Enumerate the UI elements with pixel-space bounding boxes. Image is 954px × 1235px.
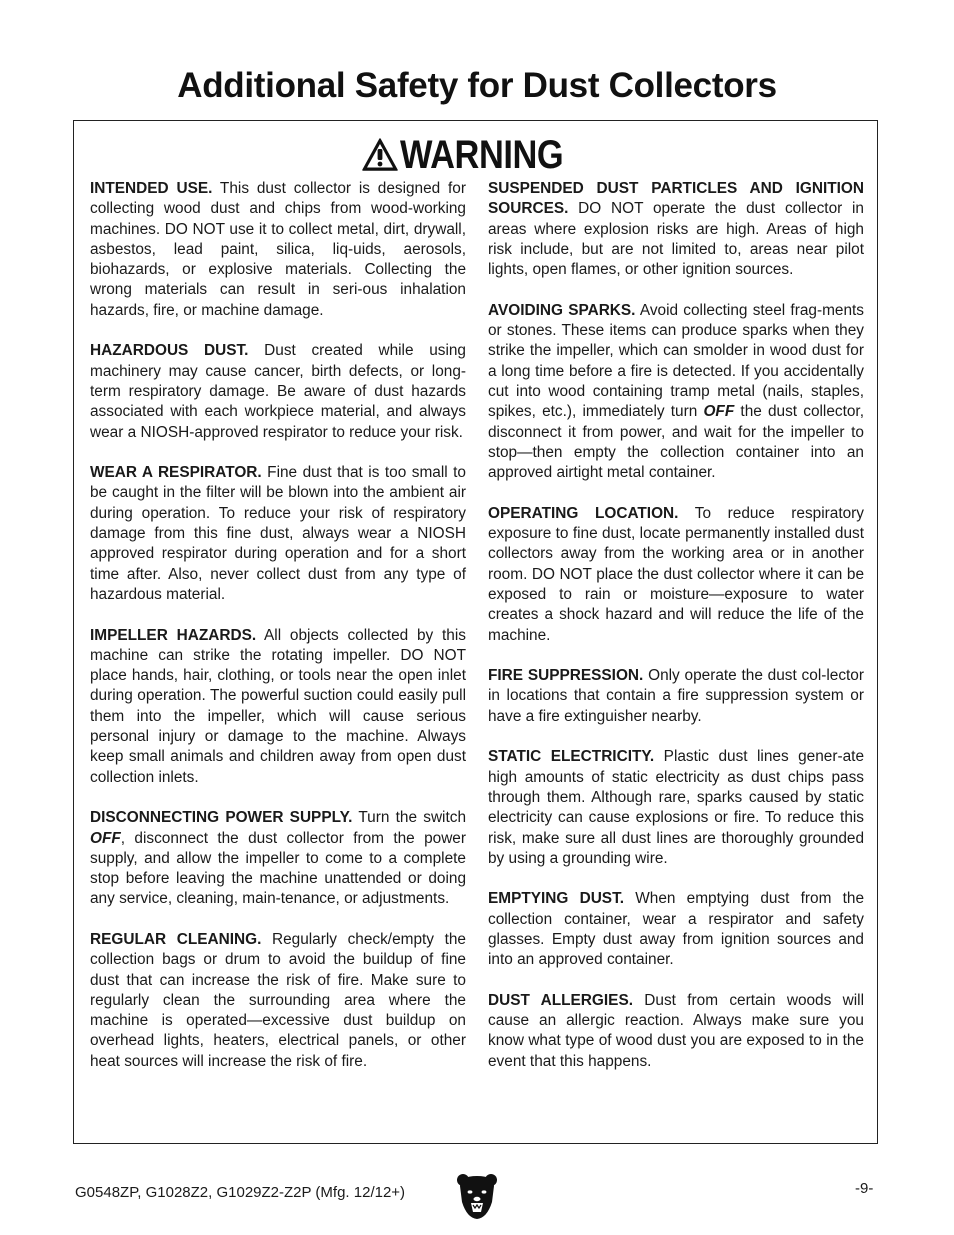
paragraph-text: All objects collected by this machine can strike the rotating impeller. DO NOT place hands, hair, clothing, or tools near the open inlet during operation. The powerful suction could easily pull them into the impeller, which will cause serious personal injury or damage to the machine. Always keep small animals and children away from open dust collection inlets. <box>90 626 466 786</box>
paragraph-heading: STATIC ELECTRICITY. <box>488 748 655 766</box>
paragraph-heading: HAZARDOUS DUST. <box>90 342 249 360</box>
safety-paragraph <box>488 747 864 869</box>
safety-paragraph <box>488 301 864 484</box>
emphasis-text: OFF <box>703 403 735 421</box>
paragraph-text: Avoid collecting steel frag-ments or stones. These items can produce sparks when they strike the impeller, which can smolder in wood dust for a long time before a fire is detected. If you accidentally cut into wood containing tramp metal (nails, staples, spikes, etc.), immediately turn <box>488 301 864 421</box>
left-column <box>90 179 466 1092</box>
paragraph-text: When emptying dust from the collection container, wear a respirator and safety glasses. Empty dust away from ignition sources and into an approved container. <box>488 890 864 969</box>
safety-paragraph <box>90 463 466 605</box>
paragraph-heading: OPERATING LOCATION. <box>488 504 679 522</box>
safety-paragraph <box>488 889 864 970</box>
page-number: -9- <box>855 1180 874 1197</box>
paragraph-text: , disconnect the dust collector from the power supply, and allow the impeller to come to a complete stop before leaving the machine unattended or doing any service, cleaning, main-tenance, or adjustments. <box>90 829 466 908</box>
paragraph-text: Only operate the dust col-lector in locations that contain a fire suppression system or have a fire extinguisher nearby. <box>488 667 864 725</box>
safety-paragraph <box>90 930 466 1072</box>
paragraph-heading: IMPELLER HAZARDS. <box>90 626 257 644</box>
paragraph-heading: DUST ALLERGIES. <box>488 991 633 1009</box>
paragraph-text: Turn the switch <box>352 809 467 827</box>
safety-paragraph <box>488 179 864 280</box>
safety-paragraph <box>90 626 466 788</box>
paragraph-heading: EMPTYING DUST. <box>488 890 625 908</box>
safety-paragraph <box>488 991 864 1072</box>
safety-paragraph <box>488 504 864 646</box>
paragraph-text: Dust from certain woods will cause an allergic reaction. Always make sure you know what type of wood dust you are exposed to in the event that this happens. <box>488 991 864 1070</box>
warning-box <box>73 120 878 1144</box>
paragraph-heading: FIRE SUPPRESSION. <box>488 667 644 685</box>
paragraph-heading: WEAR A RESPIRATOR. <box>90 464 262 482</box>
paragraph-text: This dust collector is designed for collecting wood dust and chips from wood-working machines. DO NOT use it to collect metal, dirt, drywall, asbestos, lead paint, silica, liq-uids, aerosols, biohazards, or explosive materials. Collecting the wrong materials can result in seri-ous inhalation hazards, fire, or machine damage. <box>90 180 466 319</box>
bear-head-logo-icon <box>456 1172 498 1220</box>
paragraph-heading: REGULAR CLEANING. <box>90 930 262 948</box>
paragraph-text: Regularly check/empty the collection bags or drum to avoid the buildup of fine dust that can increase the risk of fire. Make sure to regularly clean the surrounding area where the machine is operated—excessive dust buildup on overhead lights, heaters, electrical panels, or other heat sources will increase the risk of fire. <box>90 930 466 1070</box>
footer-models: G0548ZP, G1028Z2, G1029Z2-Z2P (Mfg. 12/12+) <box>75 1184 406 1201</box>
warning-header <box>74 133 877 177</box>
paragraph-text: Dust created while using machinery may cause cancer, birth defects, or long-term respiratory damage. Be aware of dust hazards associated with each workpiece material, and always wear a NIOSH-approved respirator to reduce your risk. <box>90 342 466 441</box>
safety-paragraph <box>90 808 466 909</box>
paragraph-text: Plastic dust lines gener-ate high amounts of static electricity as dust chips pass through them. Although rare, sparks caused by static electricity can cause explosions or fire. To reduce this risk, make sure all dust lines are thoroughly grounded by using a grounding wire. <box>488 748 865 867</box>
warning-label: WARNING <box>399 133 563 177</box>
emphasis-text: OFF <box>90 829 121 847</box>
paragraph-heading: DISCONNECTING POWER SUPPLY. <box>90 809 353 827</box>
warning-triangle-icon <box>362 138 398 172</box>
right-column <box>488 179 864 1092</box>
paragraph-text: Fine dust that is too small to be caught in the filter will be blown into the ambient air during operation. To reduce your risk of respiratory damage from this fine dust, always wear a NIOSH approved respirator during operation and for a short time after. Also, never collect dust from any type of hazardous material. <box>90 464 466 603</box>
page-title: Additional Safety for Dust Collectors <box>177 66 777 105</box>
safety-paragraph <box>488 666 864 727</box>
paragraph-heading: SUSPENDED DUST PARTICLES AND IGNITION SOURCES. <box>488 180 864 218</box>
safety-paragraph <box>90 179 466 321</box>
paragraph-text: To reduce respiratory exposure to fine dust, locate permanently installed dust collectors away from the working area or in another room. DO NOT place the dust collector where it can be exposed to rain or moisture—exposure to water creates a shock hazard and will reduce the life of the machine. <box>488 504 864 644</box>
paragraph-heading: AVOIDING SPARKS. <box>488 301 636 319</box>
paragraph-heading: INTENDED USE. <box>90 180 213 197</box>
paragraph-text: DO NOT operate the dust collector in areas where explosion risks are high. Areas of high risk include, but are not limited to, areas near pilot lights, open flames, or other ignition sources. <box>488 200 864 279</box>
safety-paragraph <box>90 341 466 442</box>
paragraph-text: the dust collector, disconnect it from power, and wait for the impeller to stop—then empty the collection container into an approved airtight metal container. <box>488 403 864 482</box>
